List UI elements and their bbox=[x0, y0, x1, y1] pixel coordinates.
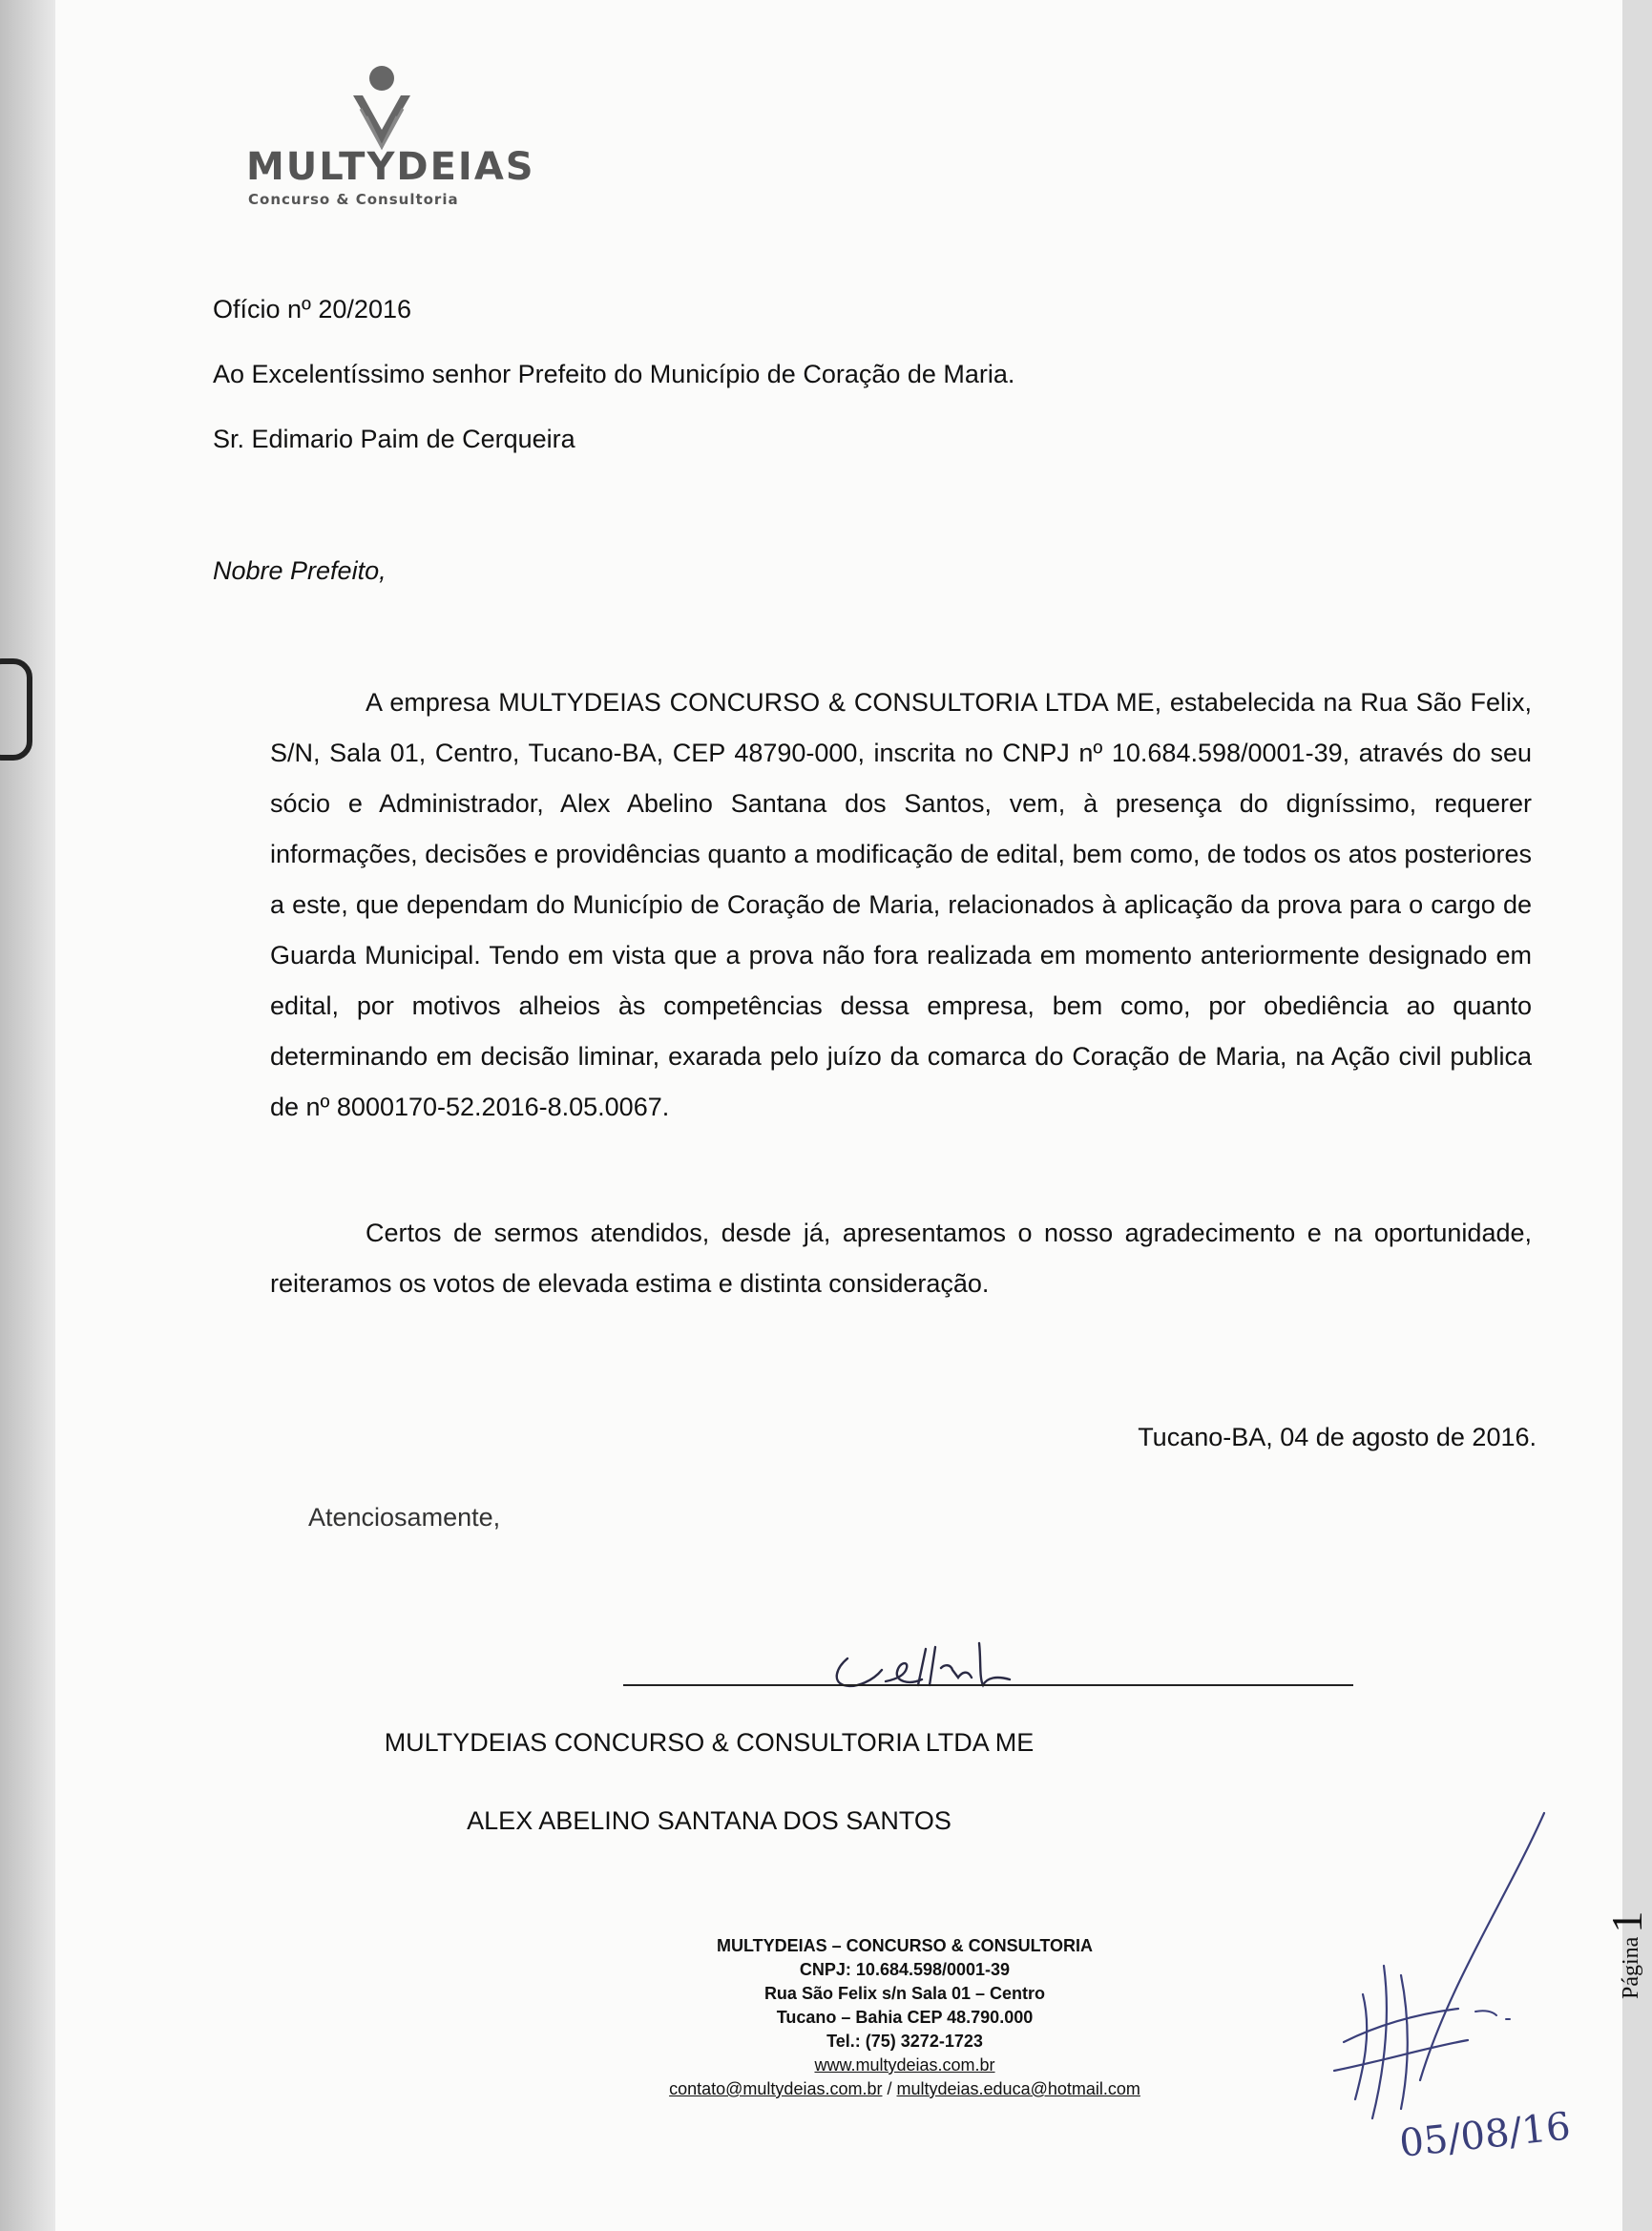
body-paragraph-2 bbox=[270, 1208, 1532, 1309]
logo-tagline: Concurso & Consultoria bbox=[248, 191, 459, 208]
company-logo bbox=[246, 59, 535, 208]
signatory-company: MULTYDEIAS CONCURSO & CONSULTORIA LTDA ME bbox=[384, 1728, 1035, 1757]
handwritten-date: 05/08/16 bbox=[1397, 2104, 1573, 2166]
footer-email-link-1[interactable]: contato@multydeias.com.br bbox=[669, 2079, 883, 2098]
footer-address: Rua São Felix s/n Sala 01 – Centro bbox=[763, 1984, 1046, 2003]
page-word: Página bbox=[1619, 1936, 1643, 1999]
handwritten-initials-and-date bbox=[1306, 1794, 1592, 2214]
scan-edge bbox=[0, 0, 55, 2231]
footer-email-link-2[interactable]: multydeias.educa@hotmail.com bbox=[896, 2079, 1140, 2098]
letter-page bbox=[55, 0, 1651, 2231]
footer-website-link[interactable]: www.multydeias.com.br bbox=[814, 2055, 995, 2075]
letterhead-footer bbox=[552, 1934, 1258, 2101]
footer-cnpj: CNPJ: 10.684.598/0001-39 bbox=[799, 1960, 1011, 1979]
page-number: 1 bbox=[1602, 1910, 1651, 1933]
footer-emails bbox=[552, 2077, 1258, 2101]
footer-phone: Tel.: (75) 3272-1723 bbox=[826, 2032, 983, 2051]
binder-ring bbox=[0, 658, 32, 761]
addressee-name: Sr. Edimario Paim de Cerqueira bbox=[213, 425, 575, 453]
body-paragraph-2-text: Certos de sermos atendidos, desde já, apresentamos o nosso agradecimento e na oportunidade, reiteramos os votos de elevada estima e distinta consideração. bbox=[270, 1219, 1532, 1298]
logo-emblem-icon bbox=[246, 59, 533, 150]
signature-line bbox=[623, 1684, 1353, 1686]
signatory-person: ALEX ABELINO SANTANA DOS SANTOS bbox=[467, 1806, 951, 1835]
footer-company: MULTYDEIAS – CONCURSO & CONSULTORIA bbox=[716, 1936, 1093, 1955]
logo-wordmark: MULTYDEIAS bbox=[246, 145, 535, 189]
body-paragraph-1 bbox=[270, 678, 1532, 1133]
footer-email-separator: / bbox=[882, 2079, 897, 2098]
page-number-label bbox=[1601, 1911, 1652, 1999]
oficio-number: Ofício nº 20/2016 bbox=[213, 295, 411, 323]
date-line: Tucano-BA, 04 de agosto de 2016. bbox=[1138, 1423, 1537, 1451]
closing: Atenciosamente, bbox=[308, 1503, 501, 1532]
body-paragraph-1-text: A empresa MULTYDEIAS CONCURSO & CONSULTORIA LTDA ME, estabelecida na Rua São Felix, S/N, Sala 01, Centro, Tucano-BA, CEP 48790-000, inscrita no CNPJ nº 10.684.598/0001-39, através do seu sócio e Administrador, Alex Abelino Santana dos Santos, vem, à presença do digníssimo, requerer informações, decisões e providências quanto a modificação de edital, bem como, de todos os atos posteriores a este, que dependam do Município de Coração de Maria, relacionados à aplicação da prova para o cargo de Guarda Municipal. Tendo em vista que a prova não fora realizada em momento anteriormente designado em edital, por motivos alheios às competências dessa empresa, bem como, por obediência ao quanto determinando em decisão liminar, exarada pelo juízo da comarca do Coração de Maria, na Ação civil publica de nº 8000170-52.2016-8.05.0067. bbox=[270, 688, 1532, 1121]
salutation: Nobre Prefeito, bbox=[213, 556, 387, 585]
footer-city: Tucano – Bahia CEP 48.790.000 bbox=[776, 2008, 1034, 2027]
signature-scribble bbox=[819, 1622, 1124, 1699]
addressee-line: Ao Excelentíssimo senhor Prefeito do Município de Coração de Maria. bbox=[213, 360, 1015, 388]
